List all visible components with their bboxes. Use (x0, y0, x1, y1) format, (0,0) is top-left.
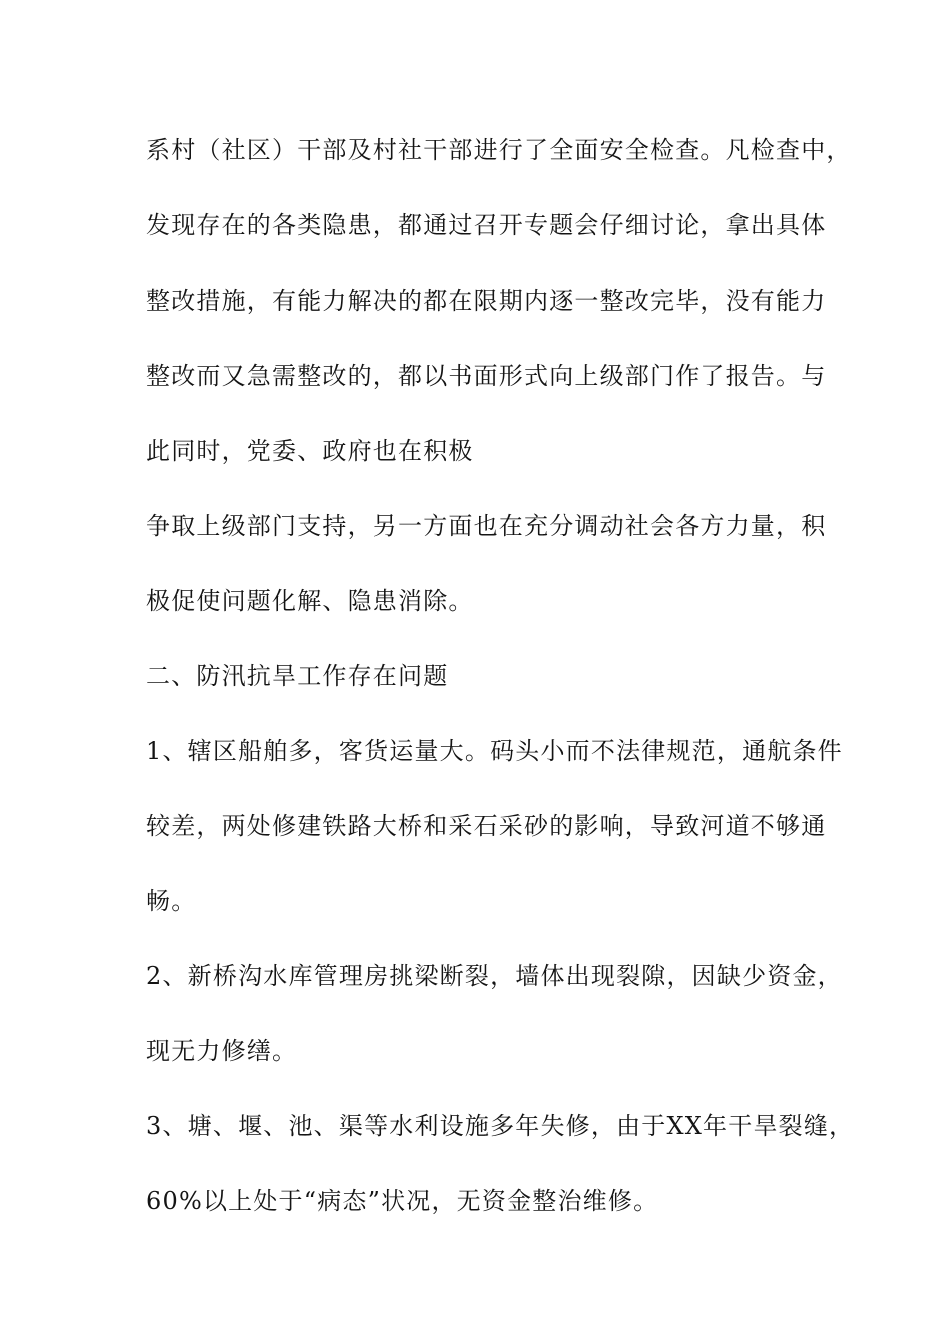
list-item-2-line: 现无力修缮。 (146, 1037, 298, 1065)
paragraph-line: 此同时，党委、政府也在积极 (146, 437, 474, 465)
paragraph-line: 发现存在的各类隐患，都通过召开专题会仔细讨论，拿出具体 (146, 211, 827, 239)
list-item-1-line: 1、辖区船舶多，客货运量大。码头小而不法律规范，通航条件 (146, 737, 843, 765)
paragraph-line: 整改而又急需整改的，都以书面形式向上级部门作了报告。与 (146, 362, 827, 390)
list-item-3-line: 3、塘、堰、池、渠等水利设施多年失修，由于XX年干旱裂缝， (146, 1112, 855, 1140)
section-heading: 二、防汛抗旱工作存在问题 (146, 662, 449, 690)
paragraph-line: 系村（社区）干部及村社干部进行了全面安全检查。凡检查中， (146, 136, 852, 164)
paragraph-line: 争取上级部门支持，另一方面也在充分调动社会各方力量，积 (146, 512, 827, 540)
paragraph-line: 整改措施，有能力解决的都在限期内逐一整改完毕，没有能力 (146, 287, 827, 315)
list-item-1-line: 较差，两处修建铁路大桥和采石采砂的影响，导致河道不够通 (146, 812, 827, 840)
list-item-3-line: 60%以上处于“病态”状况，无资金整治维修。 (146, 1187, 659, 1215)
paragraph-line: 极促使问题化解、隐患消除。 (146, 587, 474, 615)
list-item-2-line: 2、新桥沟水库管理房挑梁断裂，墙体出现裂隙，因缺少资金， (146, 962, 843, 990)
list-item-1-line: 畅。 (146, 887, 197, 915)
